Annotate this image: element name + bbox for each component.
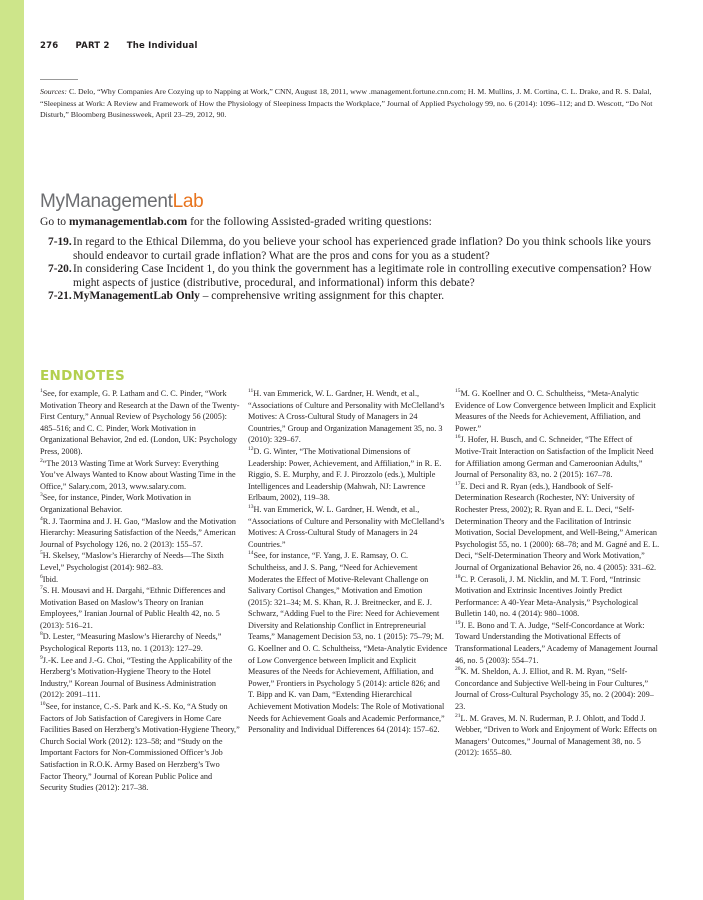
endnote-text: See, for instance, “F. Yang, J. E. Ramsay, O. C. Schultheiss, and J. S. Pang, “Need for Achievement Moderates the Effect of Motive-Relevant Challenge on Salivary Cortisol Changes,” Motivation and Emotion (2015): 321–34; M. S. Khan, R. J. Breitnecker, and E. J. Schwarz, “Adding Fuel to the Fire: Need for Achievement Diversity and Relationship Conflict in Entrepreneurial Teams,” Management Decision 53, no. 1 (2015): 75–79; M. G. Koellner and O. C. Schultheiss, “Meta-Analytic Evidence of Low Convergence between Implicit and Explicit Measures of the Needs for Achievement, Affiliation, and Power,” Frontiers in Psychology 5 (2014): article 826; and T. Bipp and K. van Dam, “Extending Hierarchical Achievement Motivation Models: The Role of Motivational Needs for Achievement Goals and Academic Performance,” Personality and Individual Differences 64 (2014): 157–62.	[248, 551, 448, 735]
endnotes-column-2	[248, 388, 448, 736]
question-text: In considering Case Incident 1, do you think the government has a legitimate role in controlling executive compensation? How might aspects of justice (distributive, procedural, and informational) inform this debate?	[73, 263, 652, 289]
endnote-text: J. Hofer, H. Busch, and C. Schneider, “The Effect of Motive-Trait Interaction on Satisfaction of the Implicit Need for Affiliation among German and Cameroonian Adults,” Journal of Personality 83, no. 2 (2015): 167–78.	[455, 435, 654, 480]
goto-post: for the following Assisted-graded writing questions:	[187, 215, 432, 228]
endnote	[40, 516, 240, 551]
writing-question	[48, 236, 660, 263]
endnote-text: J.-K. Lee and J.-G. Choi, “Testing the Applicability of the Herzberg’s Motivation-Hygiene Theory to the Hotel Industry,” Korean Journal of Business Administration (2012): 2091–111.	[40, 655, 233, 700]
question-number: 7-21.	[48, 290, 72, 303]
endnote-text: L. M. Graves, M. N. Ruderman, P. J. Ohlott, and Todd J. Webber, “Driven to Work and Enjoyment of Work: Effects on Managers’ Outcomes,” Journal of Management 38, no. 5 (2012): 1655–80.	[455, 713, 657, 758]
question-text: In regard to the Ethical Dilemma, do you believe your school has experienced grade inflation? Do you think schools like yours should endeavor to curtail grade inflation? What are the pros and cons for you as a student?	[73, 236, 651, 262]
endnote-number: 7	[40, 585, 43, 592]
endnote-text: M. G. Koellner and O. C. Schultheiss, “Meta-Analytic Evidence of Low Convergence between Implicit and Explicit Measures of the Needs for Achievement, Affiliation, and Power.”	[455, 389, 656, 433]
endnotes-column-3	[455, 388, 660, 759]
question-text: – comprehensive writing assignment for this chapter.	[199, 290, 445, 303]
endnote	[455, 574, 660, 620]
logo-my: My	[40, 191, 65, 212]
mymanagementlab-logo	[40, 191, 203, 213]
endnote	[40, 388, 240, 458]
page-edge-color-band	[0, 0, 24, 900]
endnote-number: 12	[248, 445, 254, 452]
endnote-text: See, for instance, C.-S. Park and K.-S. Ko, “A Study on Factors of Job Satisfaction of Caregivers in Home Care Facilities Based on Herzberg’s Motivation-Hygiene Theory,” Church Social Work (2012): 123–58; and “Study on the Important Factors for Non-Commissioned Officer’s Job Satisfaction in R.O.K. Army Based on Herzberg’s Two Factor Theory,” Journal of Korean Public Police and Security Studies (2012): 217–38.	[40, 702, 240, 793]
endnote-number: 13	[248, 503, 254, 510]
endnote-number: 8	[40, 631, 43, 638]
endnote-text: D. G. Winter, “The Motivational Dimensions of Leadership: Power, Achievement, and Affiliation,” in R. E. Riggio, S. E. Murphy, and F. J. Pirozzolo (eds.), Multiple Intelligences and Leadership (Mahwah, NJ: Lawrence Erlbaum, 2002), 119–38.	[248, 446, 442, 503]
endnote-text: C. P. Cerasoli, J. M. Nicklin, and M. T. Ford, “Intrinsic Motivation and Extrinsic Incentives Jointly Predict Performance: A 40-Year Meta-Analysis,” Psychological Bulletin 140, no. 4 (2014): 980–1008.	[455, 574, 641, 619]
endnote	[248, 550, 448, 736]
endnote	[40, 458, 240, 493]
endnote-number: 5	[40, 550, 43, 557]
endnote	[455, 388, 660, 434]
endnote	[248, 446, 448, 504]
endnote-text: H. Skelsey, “Maslow’s Hierarchy of Needs—The Sixth Level,” Psychologist (2014): 982–83.	[40, 551, 224, 572]
sources-divider	[40, 79, 78, 80]
endnote	[40, 550, 240, 573]
endnote-text: “The 2013 Wasting Time at Work Survey: Everything You’ve Always Wanted to Know about Wasting Time in the Office,” Salary.com, 2013, www.salary.com.	[40, 458, 236, 491]
endnote	[40, 492, 240, 515]
endnote	[40, 631, 240, 654]
goto-instruction	[40, 215, 432, 228]
endnote-number: 2	[40, 457, 43, 464]
endnotes-heading: ENDNOTES	[40, 368, 126, 384]
endnote-number: 6	[40, 573, 43, 580]
endnote	[40, 574, 240, 586]
endnote-text: J. E. Bono and T. A. Judge, “Self-Concordance at Work: Toward Understanding the Motivational Effects of Transformational Leaders,” Academy of Management Journal 46, no. 5 (2003): 554–71.	[455, 620, 658, 665]
endnote	[40, 585, 240, 631]
endnote	[40, 701, 240, 794]
question-bold-text: MyManagementLab Only	[73, 290, 200, 303]
endnote-text: H. van Emmerick, W. L. Gardner, H. Wendt, et al., “Associations of Culture and Personality with McClelland’s Motives: A Cross-Cultural Study of Managers in 24 Countries,” Group and Organization Management 35, no. 3 (2010): 329–67.	[248, 389, 445, 445]
endnote-text: E. Deci and R. Ryan (eds.), Handbook of Self-Determination Research (Rochester, NY: University of Rochester Press, 2002); R. Ryan and E. L. Deci, “Self-Determination Theory and the Facilitation of Intrinsic Motivation, Social Development, and Well-Being,” American Psychologist 55, no. 1 (2000): 68–78; and M. Gagné and E. L. Deci, “Self-Determination Theory and Work Motivation,” Journal of Organizational Behavior 26, no. 4 (2005): 331–62.	[455, 481, 660, 572]
endnote	[248, 504, 448, 550]
endnote-number: 4	[40, 515, 43, 522]
writing-question	[48, 290, 660, 304]
question-number: 7-20.	[48, 263, 72, 276]
endnote	[248, 388, 448, 446]
endnote-number: 3	[40, 492, 43, 499]
endnote-number: 17	[455, 480, 461, 487]
endnote	[455, 481, 660, 574]
endnote-number: 10	[40, 701, 46, 708]
goto-pre: Go to	[40, 215, 69, 228]
endnote-number: 21	[455, 712, 461, 719]
endnote-number: 9	[40, 654, 43, 661]
running-header	[40, 41, 212, 51]
endnote-text: K. M. Sheldon, A. J. Elliot, and R. M. Ryan, “Self-Concordance and Subjective Well-being in Four Cultures,” Journal of Cross-Cultural Psychology 35, no. 2 (2004): 209–23.	[455, 667, 654, 712]
page-number: 276	[40, 41, 59, 51]
endnote-number: 20	[455, 666, 461, 673]
endnote	[455, 620, 660, 666]
question-number: 7-19.	[48, 236, 72, 248]
sources-paragraph	[40, 86, 656, 121]
endnote	[455, 434, 660, 480]
endnote-text: H. van Emmerick, W. L. Gardner, H. Wendt, et al., “Associations of Culture and Personality with McClelland’s Motives: A Cross-Cultural Study of Managers in 24 Countries.”	[248, 504, 445, 549]
part-label: PART 2	[75, 41, 110, 51]
endnotes-column-1	[40, 388, 240, 794]
writing-questions-list	[48, 236, 660, 304]
logo-lab: Lab	[172, 191, 204, 212]
writing-question	[48, 263, 660, 290]
endnote-text: R. J. Taormina and J. H. Gao, “Maslow and the Motivation Hierarchy: Measuring Satisfaction of the Needs,” American Journal of Psychology 126, no. 2 (2013): 155–57.	[40, 516, 236, 549]
endnote-number: 19	[455, 619, 461, 626]
endnote-number: 1	[40, 388, 43, 394]
endnote-text: S. H. Mousavi and H. Dargahi, “Ethnic Differences and Motivation Based on Maslow’s Theory on Iranian Employees,” Iranian Journal of Public Health 42, no. 5 (2013): 516–21.	[40, 586, 226, 630]
logo-management: Management	[64, 191, 173, 212]
sources-text: C. Delo, “Why Companies Are Cozying up to Napping at Work,” CNN, August 18, 2011, www .management.fortune.cnn.com; H. M. Mullins, J. M. Cortina, C. L. Drake, and R. S. Dalal, “Sleepiness at Work: A Review and Framework of How the Physiology of Sleepiness Impacts the Workplace,” Journal of Applied Psychology 99, no. 6 (2014): 1096–112; and D. Wescott, “Do Not Disturb,” Bloomberg Businessweek, April 23–29, 2012, 90.	[40, 87, 653, 120]
endnote	[455, 713, 660, 759]
endnote	[40, 655, 240, 701]
endnote-number: 18	[455, 573, 461, 580]
endnote-number: 11	[248, 388, 254, 394]
sources-label: Sources:	[40, 87, 67, 96]
mymanagementlab-link[interactable]: mymanagementlab.com	[68, 215, 188, 228]
endnote	[455, 666, 660, 712]
endnote-text: See, for example, G. P. Latham and C. C. Pinder, “Work Motivation Theory and Research at the Dawn of the Twenty-First Century,” Annual Review of Psychology 56 (2005): 485–516; and C. C. Pinder, Work Motivation in Organizational Behavior, 2nd ed. (London, UK: Psychology Press, 2008).	[40, 389, 240, 456]
section-title: The Individual	[126, 41, 198, 51]
endnote-text: D. Lester, “Measuring Maslow’s Hierarchy of Needs,” Psychological Reports 113, no. 1 (2013): 127–29.	[40, 632, 222, 654]
endnote-text: Ibid.	[42, 574, 58, 584]
endnote-number: 14	[248, 550, 254, 557]
endnote-number: 15	[455, 388, 461, 394]
endnote-text: See, for instance, Pinder, Work Motivation in Organizational Behavior.	[40, 493, 192, 514]
endnote-number: 16	[455, 434, 461, 441]
